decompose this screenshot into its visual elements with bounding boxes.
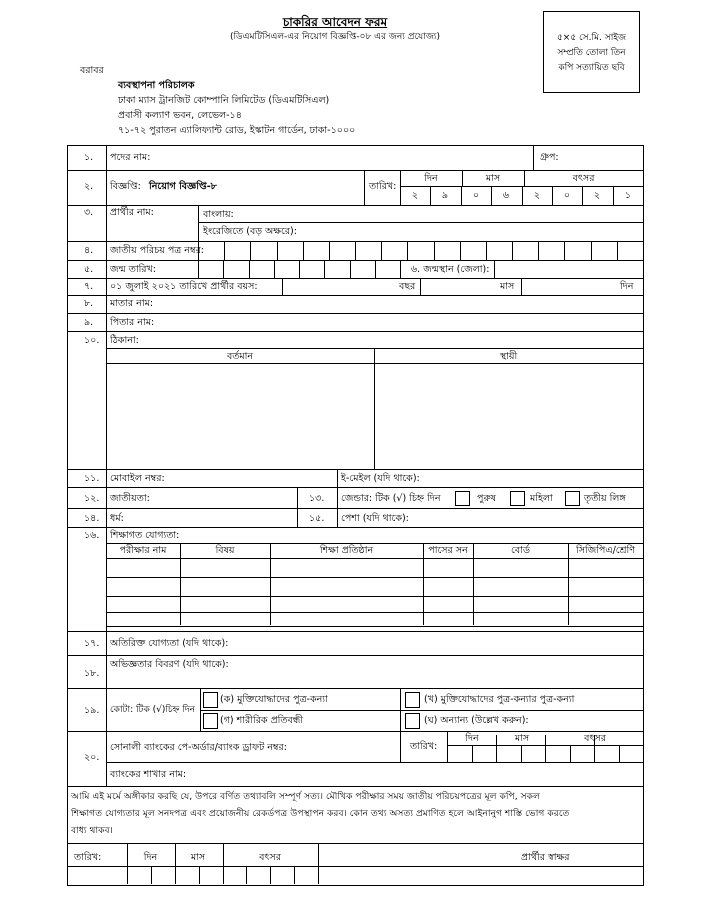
row-line	[67, 843, 643, 844]
date-group-divider	[462, 170, 463, 186]
present-address-field[interactable]	[108, 365, 372, 467]
addressee-line: ব্যবস্থাপনা পরিচালক	[118, 80, 195, 91]
bank-date-cell-divider	[521, 745, 522, 762]
row-number: ৫.	[84, 264, 94, 275]
dob-label: জন্ম তারিখ:	[110, 264, 156, 275]
cell-divider	[400, 260, 401, 278]
nid-cell-divider	[250, 241, 251, 260]
permanent-address-header: স্থায়ী	[499, 351, 518, 362]
third-gender-checkbox[interactable]	[565, 491, 580, 506]
row-number: ১৮.	[84, 668, 100, 679]
photo-box-line: ৫×৫ সে.মি. সাইজ	[556, 33, 627, 43]
name-inner-line	[198, 222, 643, 223]
education-row-line	[106, 596, 643, 597]
education-col-header: শিক্ষা প্রতিষ্ঠান	[319, 545, 374, 556]
age-day-label: দিন	[620, 281, 634, 292]
nid-cell-divider	[329, 241, 330, 260]
bank-date-cell-divider	[619, 745, 620, 762]
row-number: ১২.	[84, 493, 100, 504]
row-line	[67, 313, 643, 314]
row-line	[67, 655, 643, 656]
date-digit: ২	[533, 190, 541, 201]
footer-date-divider	[318, 843, 319, 884]
bank-date-month: মাস	[514, 733, 530, 744]
experience-label[interactable]: অভিজ্ঞতার বিবরণ (যদি থাকে):	[110, 659, 229, 670]
quota-ga-label: (গ) শারীরিক প্রতিবন্ধী	[220, 715, 304, 726]
row-number: ১.	[84, 152, 94, 163]
post-name-label: পদের নাম:	[110, 152, 151, 163]
footer-date-cell-divider	[199, 866, 200, 884]
cell-divider	[400, 731, 401, 762]
male-label: পুরুষ	[477, 493, 496, 504]
row-number: ১৭.	[84, 638, 100, 649]
footer-year: বৎসর	[259, 852, 281, 863]
name-english-label[interactable]: ইংরেজিতে (বড় অক্ষরে):	[203, 226, 297, 237]
row-line	[67, 527, 643, 528]
cell-divider	[337, 487, 338, 527]
quota-ga-checkbox[interactable]	[203, 713, 218, 729]
cell-divider	[420, 278, 421, 295]
email-label[interactable]: ই-মেইল (যদি থাকে):	[341, 473, 420, 484]
profession-label[interactable]: পেশা (যদি থাকে):	[341, 513, 409, 524]
dob-cell-divider	[299, 260, 300, 278]
cell-divider	[494, 260, 495, 278]
quota-ka-checkbox[interactable]	[203, 692, 218, 708]
cell-divider	[297, 487, 298, 527]
nid-cell-divider	[355, 241, 356, 260]
third-gender-label: তৃতীয় লিঙ্গ	[584, 493, 626, 504]
declaration-line: শিক্ষাগত যোগ্যতার মূল সনদপত্র এবং প্রয়োজনীয় রেকর্ডপত্র উপস্থাপন করব। কোন তথ্য অসত্য প্রমাণিত হলে আইনানুগ শাস্তি ভোগ করতে	[71, 808, 570, 819]
gender-label: জেন্ডার: টিক (√) চিহ্ন দিন	[341, 493, 441, 504]
row-line	[67, 731, 643, 732]
date-digit: ১	[624, 190, 632, 201]
bank-inner-line	[106, 762, 643, 763]
dob-cell-divider	[375, 260, 376, 278]
quota-kha-checkbox[interactable]	[405, 692, 420, 708]
footer-date-cell-divider	[151, 866, 152, 884]
row-line	[67, 278, 643, 279]
bank-date-cell-divider	[545, 735, 546, 762]
religion-label[interactable]: ধর্ম:	[110, 513, 124, 524]
row-number: ৭.	[84, 281, 94, 292]
bank-branch-label[interactable]: ব্যাংকের শাখার নাম:	[110, 769, 187, 780]
address-label: ঠিকানা:	[110, 335, 139, 346]
cell-divider	[533, 145, 534, 170]
footer-date-cell-divider	[270, 866, 271, 884]
footer-date-label: তারিখ:	[74, 852, 102, 863]
education-col-header: পাসের সন	[428, 545, 468, 556]
row-line	[67, 508, 643, 509]
row-number: ৮.	[84, 298, 94, 309]
quota-ka-label: (ক) মুক্তিযোদ্ধাদের পুত্র-কন্যা	[220, 694, 328, 705]
row-number: ১৫.	[309, 513, 325, 524]
row-number: ১৬.	[84, 530, 100, 541]
education-row-line	[106, 612, 643, 613]
education-row-line	[106, 577, 643, 578]
cell-divider	[521, 278, 522, 295]
nid-cell-divider	[434, 241, 435, 260]
bank-date-day: দিন	[465, 733, 479, 744]
nid-cell-divider	[564, 241, 565, 260]
bank-date-label: তারিখ:	[410, 741, 438, 752]
row-line	[67, 260, 643, 261]
education-col-header: বিষয়	[215, 545, 235, 556]
birthplace-label: ৬. জন্মস্থান (জেলা):	[411, 264, 490, 275]
date-year-header: বৎসর	[572, 173, 595, 184]
photo-box	[543, 11, 640, 93]
nid-cell-divider	[303, 241, 304, 260]
nid-label: জাতীয় পরিচয় পত্র নম্বর:	[110, 245, 204, 256]
date-label: তারিখ:	[369, 181, 397, 192]
permanent-address-field[interactable]	[376, 365, 641, 467]
footer-date-cell-divider	[294, 866, 295, 884]
signature-field[interactable]	[480, 866, 640, 882]
nationality-label[interactable]: জাতীয়তা:	[110, 493, 150, 504]
nid-cell-divider	[643, 241, 644, 260]
group-input[interactable]	[556, 147, 557, 148]
nid-cell-divider	[486, 241, 487, 260]
row-line	[67, 469, 643, 470]
footer-date-cell-divider	[246, 866, 247, 884]
circular-label: বিজ্ঞপ্তি:	[110, 181, 141, 192]
photo-box-line: সম্প্রতি তোলা তিন	[557, 48, 626, 58]
quota-label: কোটা: টিক (√)চিহ্ন দিন	[110, 705, 196, 715]
mobile-label[interactable]: মোবাইল নম্বর:	[110, 473, 165, 484]
date-group-divider	[524, 170, 525, 186]
cell-divider	[282, 278, 283, 295]
dob-cell-divider	[223, 260, 224, 278]
nid-cell-divider	[460, 241, 461, 260]
footer-date-cell-divider	[223, 843, 224, 884]
group-label: গ্রুপ:	[540, 152, 559, 163]
date-month-header: মাস	[485, 173, 501, 184]
cell-divider	[127, 843, 128, 884]
form-subtitle: (ডিএমটিসিএল-এর নিয়োগ বিজ্ঞপ্তি-০৮ এর জন্য প্রযোজ্য)	[229, 32, 441, 42]
addressee-line: ঢাকা ম্যাস ট্রানজিট কোম্পানি লিমিটেড (ডিএমটিসিএল)	[118, 95, 330, 106]
nid-cell-divider	[198, 241, 199, 260]
nid-cell-divider	[591, 241, 592, 260]
row-number: ৪.	[84, 245, 94, 256]
bank-date-cell-divider	[472, 745, 473, 762]
nid-cell-divider	[224, 241, 225, 260]
cell-divider	[337, 469, 338, 487]
signature-label: প্রার্থীর স্বাক্ষর	[521, 852, 570, 863]
education-table	[106, 543, 643, 627]
addressee-line: ৭১-৭২ পুরাতন এ্যালিফ্যান্ট রোড, ইস্কাটন গার্ডেন, ঢাকা-১০০০	[118, 125, 356, 136]
male-checkbox[interactable]	[455, 491, 470, 506]
photo-box-line: কপি সত্যায়িত ছবি	[558, 63, 625, 73]
dob-cell-divider	[274, 260, 275, 278]
cell-divider	[198, 205, 199, 241]
nid-cell-divider	[277, 241, 278, 260]
bank-date-cell-divider	[594, 735, 595, 762]
form-title: চাকরির আবেদন ফরম	[282, 15, 388, 29]
date-digit: ২	[411, 190, 419, 201]
date-digit: ০	[472, 190, 480, 201]
row-number: ১৯.	[84, 705, 100, 716]
father-name-label[interactable]: পিতার নাম:	[110, 317, 155, 328]
date-day-header: দিন	[424, 173, 438, 184]
age-year-label: বছর	[399, 281, 416, 292]
quota-kha-label: (খ) মুক্তিযোদ্ধাদের পুত্র-কন্যার পুত্র-কন্যা	[424, 694, 575, 705]
row-number: ১০.	[84, 335, 100, 346]
applicant-name-label: প্রার্থীর নাম:	[110, 207, 154, 218]
dob-cell-divider	[249, 260, 250, 278]
declaration-line: আমি এই মর্মে অঙ্গীকার করছি যে, উপরে বর্ণিত তথ্যাবলি সম্পূর্ণ সত্য। মৌখিক পরীক্ষার সময় জাতীয় পরিচয়পত্রের মূল কপি, সকল	[71, 791, 540, 802]
date-digit: ৬	[502, 190, 510, 201]
row-number: ১১.	[84, 473, 100, 484]
dob-cell-divider	[324, 260, 325, 278]
footer-date-cell-divider	[175, 843, 176, 884]
bank-date-year: বৎসর	[584, 733, 606, 744]
bank-date-cell-divider	[496, 735, 497, 762]
nid-cell-divider	[538, 241, 539, 260]
female-label: মহিলা	[530, 493, 553, 504]
row-number: ২.	[84, 181, 94, 192]
quota-inner-line	[200, 710, 643, 711]
row-line	[67, 170, 643, 171]
row-number: ৩.	[84, 207, 94, 218]
row-number: ১৪.	[84, 513, 100, 524]
payorder-label[interactable]: সোনালী ব্যাংকের পে-অর্ডার/ব্যাংক ড্রাফট নম্বর:	[110, 742, 287, 753]
education-col-header: পরীক্ষার নাম	[119, 545, 167, 556]
bank-date-cell-divider	[570, 745, 571, 762]
date-digit: ২	[593, 190, 601, 201]
cell-divider	[364, 170, 365, 205]
nid-cell-divider	[617, 241, 618, 260]
dob-cell-divider	[198, 260, 199, 278]
name-bangla-label[interactable]: বাংলায়:	[203, 209, 234, 220]
education-col-header: সিজিপিএ/শ্রেণি	[575, 545, 636, 556]
row-line	[67, 487, 643, 488]
row-line	[67, 295, 643, 296]
cell-divider	[400, 688, 401, 731]
age-month-label: মাস	[500, 281, 515, 292]
footer-day: দিন	[143, 852, 158, 863]
row-number: ২০.	[84, 752, 100, 763]
education-row-line	[106, 558, 643, 559]
present-address-header: বর্তমান	[226, 351, 254, 362]
circular-value: নিয়োগ বিজ্ঞপ্তি-৮	[149, 181, 217, 192]
additional-qualification-label[interactable]: অতিরিক্ত যোগ্যতা (যদি থাকে):	[110, 638, 229, 649]
education-label: শিক্ষাগত যোগ্যতা:	[110, 530, 180, 541]
mother-name-label[interactable]: মাতার নাম:	[110, 298, 154, 309]
nid-cell-divider	[512, 241, 513, 260]
nid-cell-divider	[407, 241, 408, 260]
date-digit: ০	[563, 190, 571, 201]
female-checkbox[interactable]	[510, 491, 525, 506]
address-divider	[374, 348, 375, 469]
row-line	[67, 786, 643, 787]
date-digit: ৯	[441, 190, 449, 201]
addressee-to: বরাবর	[80, 65, 104, 76]
declaration-line: বাধ্য থাকব।	[71, 825, 113, 836]
footer-month: মাস	[190, 852, 206, 863]
row-line	[67, 631, 643, 632]
row-line	[67, 205, 643, 206]
education-col-header: বোর্ড	[511, 545, 530, 556]
addressee-line: প্রবাসী কল্যাণ ভবন, লেভেল-১৪	[118, 110, 242, 121]
dob-cell-divider	[350, 260, 351, 278]
quota-gha-checkbox[interactable]	[405, 713, 420, 729]
row-line	[67, 688, 643, 689]
quota-gha-label: (ঘ) অন্যান্য (উল্লেখ করুন):	[424, 715, 529, 726]
nid-cell-divider	[381, 241, 382, 260]
row-line	[67, 331, 643, 332]
row-number: ৯.	[84, 317, 94, 328]
row-number: ১৩.	[309, 493, 325, 504]
age-label: ০১ জুলাই ২০২১ তারিখে প্রার্থীর বয়স:	[110, 281, 258, 292]
